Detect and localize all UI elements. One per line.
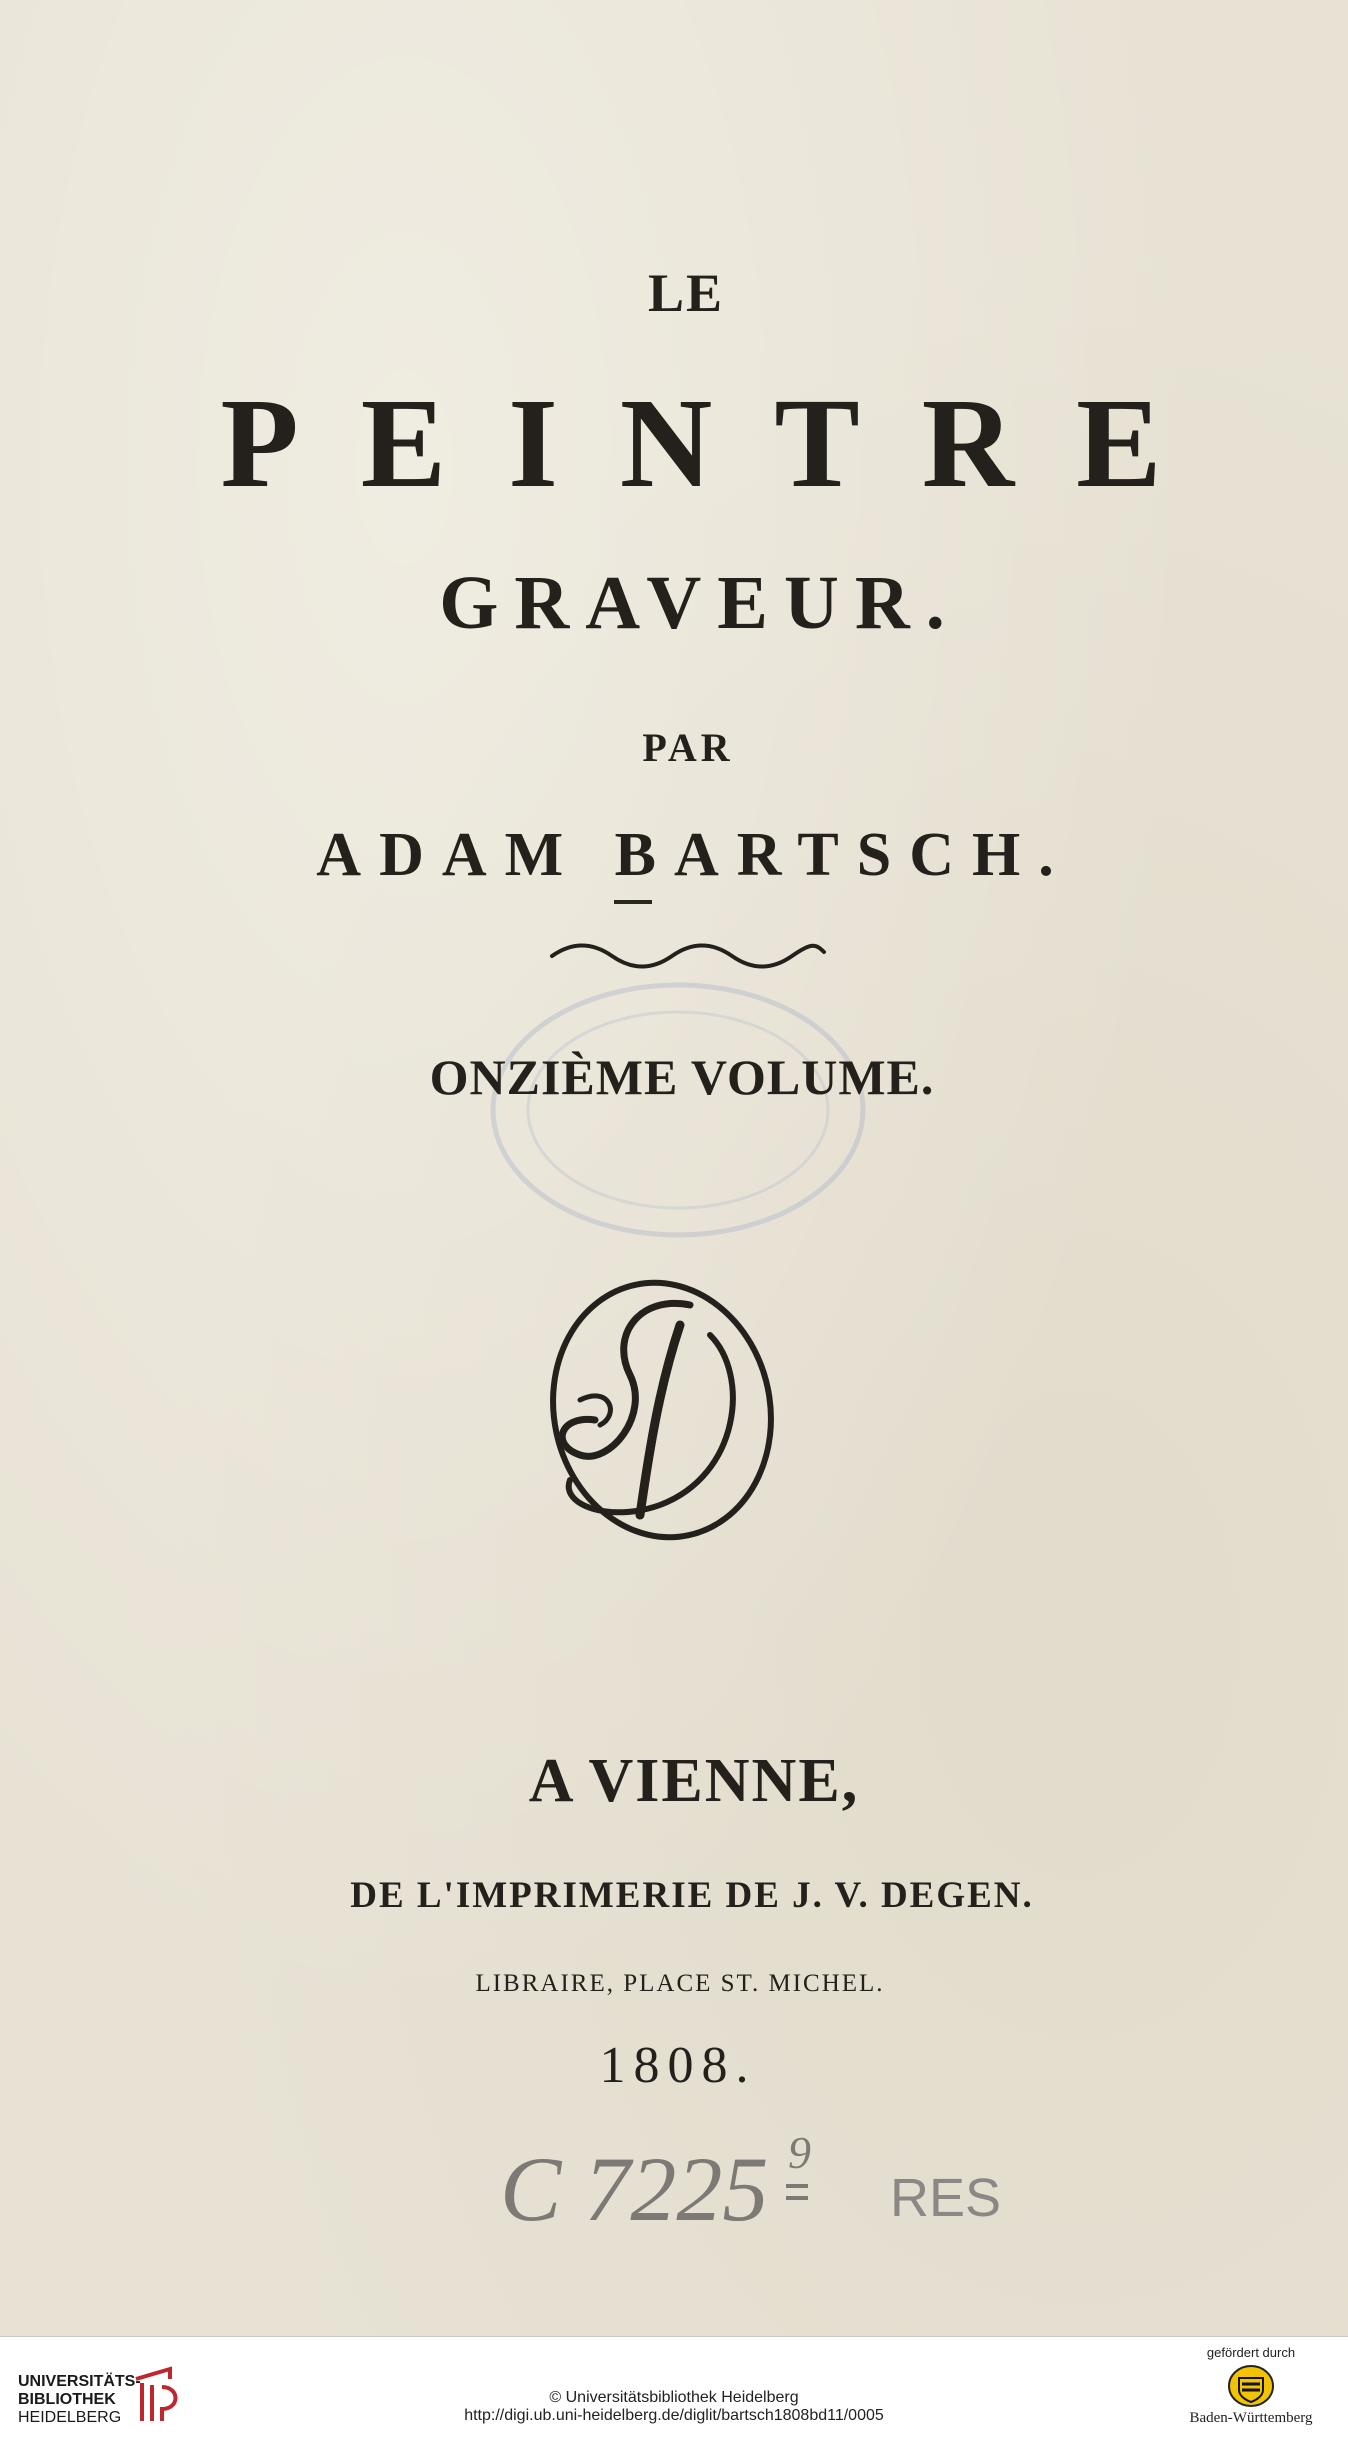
wave-divider	[548, 938, 828, 972]
imprint-printer: DE L'IMPRIMERIE DE J. V. DEGEN.	[350, 1875, 1034, 1916]
shelfmark-superscript: 9	[788, 2127, 811, 2178]
underline-mark	[614, 900, 652, 904]
library-line-1: UNIVERSITÄTS-	[18, 2373, 141, 2390]
printer-monogram-emblem	[540, 1265, 780, 1555]
handwritten-shelfmark	[490, 2110, 1070, 2260]
shelfmark-main: C 7225	[500, 2138, 769, 2240]
library-line-2: BIBLIOTHEK	[18, 2391, 116, 2408]
author-name: ADAM BARTSCH.	[316, 821, 1072, 889]
library-line-3: HEIDELBERG	[18, 2409, 122, 2426]
byline-par: PAR	[642, 725, 734, 770]
volume-label: ONZIÈME VOLUME.	[429, 1049, 935, 1105]
shelfmark-suffix: RES	[890, 2168, 1002, 2228]
funded-label: gefördert durch	[1206, 2345, 1296, 2360]
imprint-city: A VIENNE,	[528, 1747, 860, 1815]
permalink-url[interactable]: http://digi.ub.uni-heidelberg.de/diglit/bartsch1808bd11/0005	[464, 2407, 884, 2424]
footer-bar	[0, 2336, 1348, 2437]
title-article: LE	[647, 263, 725, 323]
imprint-year: 1808.	[599, 2037, 757, 2094]
copyright-text: © Universitätsbibliothek Heidelberg	[549, 2389, 799, 2406]
copyright-block	[0, 2389, 1348, 2425]
funding-notice	[1176, 2345, 1326, 2427]
title-line-2: GRAVEUR.	[439, 561, 961, 645]
title-line-1: PEINTRE	[220, 372, 1224, 514]
funder-name: Baden-Württemberg	[1189, 2410, 1313, 2426]
coat-of-arms-icon	[1227, 2364, 1275, 2408]
library-stamp-mark	[478, 960, 878, 1260]
imprint-bookseller: LIBRAIRE, PLACE ST. MICHEL.	[475, 1970, 885, 1997]
